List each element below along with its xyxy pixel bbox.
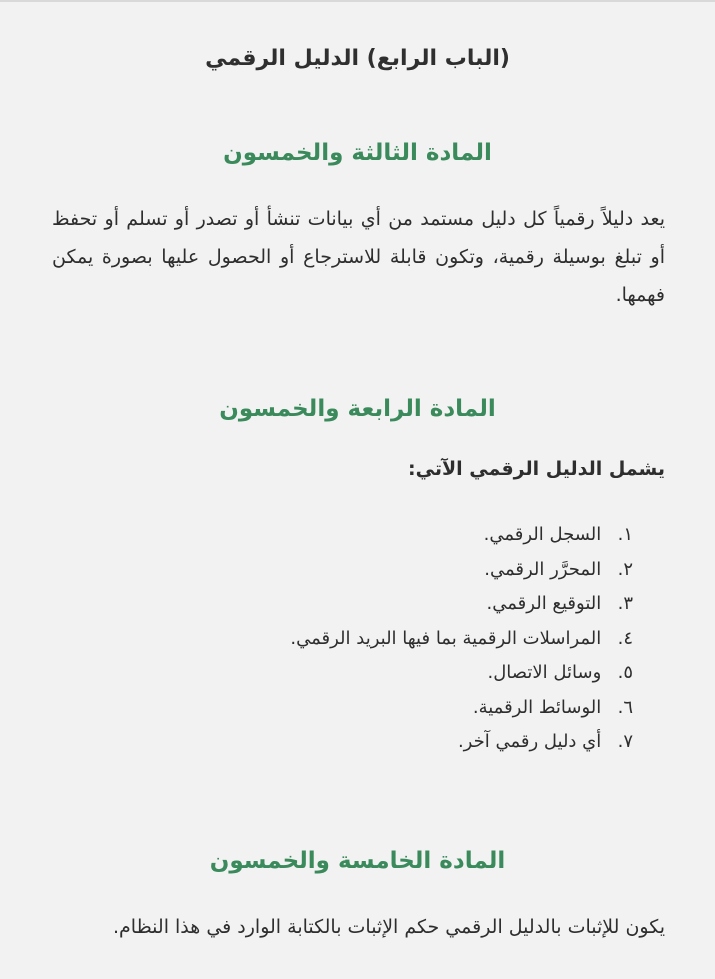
article-55-text: يكون للإثبات بالدليل الرقمي حكم الإثبات بالكتابة الوارد في هذا النظام. <box>113 916 665 938</box>
article-53-heading: المادة الثالثة والخمسون <box>223 140 492 166</box>
list-item-number: ٤. <box>617 627 633 649</box>
list-item <box>290 553 633 588</box>
article-54-heading: المادة الرابعة والخمسون <box>219 396 496 422</box>
list-item <box>290 725 633 760</box>
list-item-number: ٣. <box>617 593 633 614</box>
list-item-number: ٢. <box>617 558 633 580</box>
list-item-text: وسائل الاتصال. <box>487 662 602 683</box>
list-item-number: ٧. <box>617 731 633 752</box>
list-item <box>290 656 633 691</box>
list-item-number: ١. <box>617 524 633 545</box>
list-item-text: المحرَّر الرقمي. <box>484 558 602 580</box>
list-item <box>290 587 633 622</box>
list-item-text: التوقيع الرقمي. <box>486 593 602 614</box>
list-item <box>290 691 633 726</box>
list-item <box>290 622 633 657</box>
article-53-text: يعد دليلاً رقمياً كل دليل مستمد من أي بيانات تنشأ أو تصدر أو تسلم أو تحفظ أو تبلغ بوسيلة رقمية، وتكون قابلة للاسترجاع أو الحصول عليها بصورة يمكن فهمها. <box>52 208 665 306</box>
list-item-text: المراسلات الرقمية بما فيها البريد الرقمي. <box>290 627 602 649</box>
article-54-intro: يشمل الدليل الرقمي الآتي: <box>408 458 665 480</box>
list-item <box>290 518 633 553</box>
chapter-title: (الباب الرابع) الدليل الرقمي <box>205 46 510 71</box>
list-item-text: الوسائط الرقمية. <box>472 696 602 718</box>
list-item-number: ٥. <box>617 662 633 683</box>
list-item-text: أي دليل رقمي آخر. <box>457 731 602 752</box>
list-item-number: ٦. <box>617 696 633 718</box>
list-item-text: السجل الرقمي. <box>483 524 602 545</box>
digital-evidence-list <box>290 518 633 760</box>
article-55-heading: المادة الخامسة والخمسون <box>209 848 506 874</box>
